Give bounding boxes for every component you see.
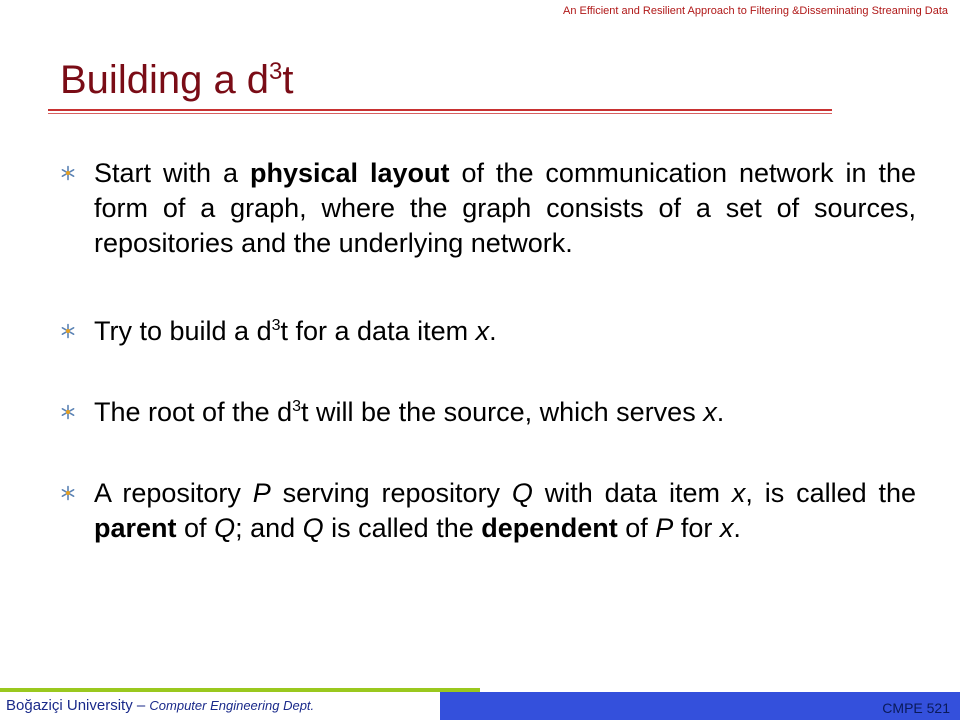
header-note: An Efficient and Resilient Approach to Filtering &Disseminating Streaming Data [563, 5, 948, 17]
bullet-item [56, 314, 916, 349]
bullet-item [56, 395, 916, 430]
bullet-text: for [673, 513, 720, 543]
snowflake-bullet-icon [60, 323, 76, 339]
italic-term: Q [214, 513, 236, 543]
superscript: 3 [271, 317, 281, 334]
snowflake-bullet-icon [60, 165, 76, 181]
footer-institution [6, 697, 314, 714]
bold-term: parent [94, 513, 177, 543]
italic-term: x [719, 513, 734, 543]
title-main: Building a d [60, 58, 270, 102]
bullet-list [56, 152, 916, 546]
italic-term: x [703, 397, 717, 427]
bold-term: dependent [481, 513, 618, 543]
bullet-text: The root of the d [94, 397, 293, 427]
italic-term: P [252, 478, 271, 508]
title-underline [48, 109, 832, 115]
bullet-text: is called the [323, 513, 482, 543]
bullet-text: . [716, 397, 725, 427]
bullet-text: Try to build a d [94, 316, 272, 346]
italic-term: x [731, 478, 746, 508]
bullet-text: , is called the [745, 478, 916, 508]
title-superscript: 3 [269, 58, 283, 85]
slide-title [60, 52, 294, 108]
italic-term: Q [302, 513, 324, 543]
bold-term: physical layout [249, 158, 450, 188]
bullet-text: of [176, 513, 215, 543]
bullet-text: with data item [532, 478, 732, 508]
bullet-text: t for a data item [280, 316, 476, 346]
italic-term: P [655, 513, 674, 543]
bullet-text: . [733, 513, 741, 543]
italic-term: Q [511, 478, 533, 508]
snowflake-bullet-icon [60, 485, 76, 501]
italic-term: x [475, 316, 490, 346]
bullet-text: t will be the source, which serves [301, 397, 704, 427]
footer-department: Computer Engineering Dept. [149, 698, 315, 713]
footer-course: CMPE 521 [882, 700, 950, 716]
title-tail: t [282, 58, 294, 102]
bullet-text: A repository [94, 478, 253, 508]
bullet-text: of [617, 513, 656, 543]
bullet-text: ; and [235, 513, 303, 543]
footer-university: Boğaziçi University – [6, 697, 150, 714]
bullet-item [56, 156, 916, 261]
bullet-text: Start with a [94, 158, 250, 188]
superscript: 3 [292, 398, 302, 415]
bullet-text: serving repository [270, 478, 512, 508]
bullet-item [56, 476, 916, 546]
bullet-text: . [489, 316, 497, 346]
snowflake-bullet-icon [60, 404, 76, 420]
bullet-text: of the communication network in the form of a graph, where the graph consists of a set of sources, repositories and the underlying network. [94, 158, 916, 258]
